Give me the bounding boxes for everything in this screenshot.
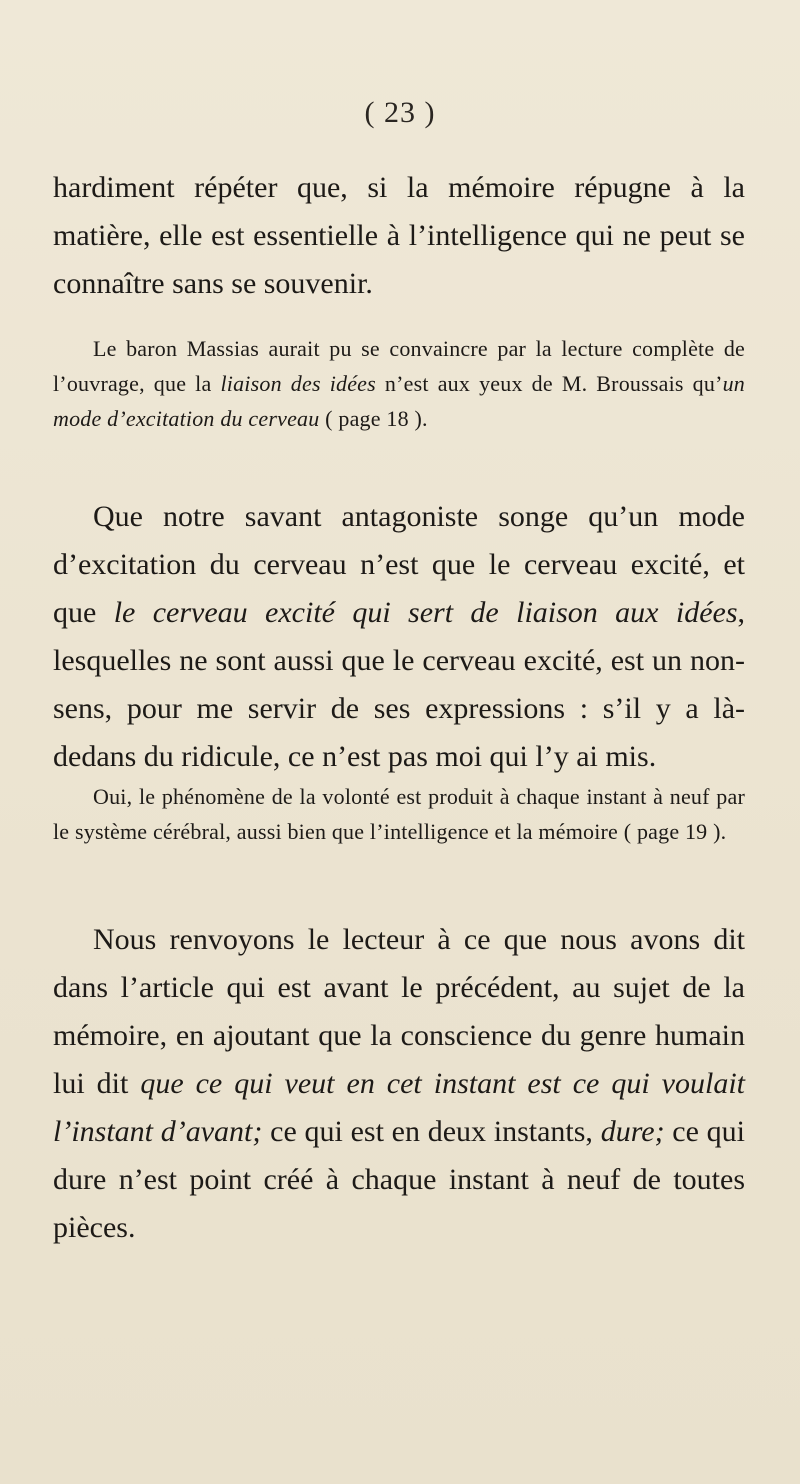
paragraph-italic-text: le cerveau excité qui sert de liaison aux idées xyxy=(113,596,738,629)
page-number: ( 23 ) xyxy=(364,96,436,129)
quotation-paragraph-volonte xyxy=(53,779,745,849)
paragraph-text: ce qui dure n’est point créé à chaque instant à neuf de toutes pièces. xyxy=(53,1115,746,1244)
paragraph-text: , lesquelles ne sont aussi que le cerveau excité, est un non-sens, pour me servir de ses expressions : s’il y a là-dedans du ridicule, ce n’est pas moi qui l’y ai mis. xyxy=(53,596,745,773)
quotation-italic-text: liaison des idées xyxy=(220,371,376,396)
paragraph-text: ce qui est en deux instants, xyxy=(262,1115,601,1148)
paragraph-antagoniste xyxy=(53,493,745,781)
quotation-paragraph-massias xyxy=(53,331,745,436)
paragraph-continuation xyxy=(53,164,745,308)
paragraph-text: Nous renvoyons le lecteur à ce que nous avons dit dans l’article qui est avant le précédent, au sujet de la mémoire, en ajoutant que la conscience du genre humain lui dit xyxy=(53,923,745,1100)
paragraph-italic-text: que ce qui veut en cet instant est ce qui voulait l’instant d’avant; xyxy=(53,1067,745,1148)
paragraph-text: Que notre savant antagoniste songe qu’un mode d’excitation du cerveau n’est que le cerveau excité, et que xyxy=(53,500,745,629)
quotation-text: ( page 18 ). xyxy=(319,406,428,431)
paragraph-italic-text: dure; xyxy=(600,1115,665,1148)
quotation-text: Le baron Massias aurait pu se convaincre par la lecture complète de l’ouvrage, que la xyxy=(53,336,745,396)
quotation-text: n’est aux yeux de M. Broussais qu’ xyxy=(375,371,723,396)
paragraph-text: hardiment répéter que, si la mémoire répugne à la matière, elle est essentielle à l’intelligence qui ne peut se connaître sans se souvenir. xyxy=(53,171,745,300)
paragraph-renvoyons xyxy=(53,916,745,1252)
quotation-text: Oui, le phénomène de la volonté est produit à chaque instant à neuf par le système cérébral, aussi bien que l’intelligence et la mémoire ( page 19 ). xyxy=(53,784,745,844)
quotation-italic-text: un mode d’excitation du cerveau xyxy=(53,371,745,431)
